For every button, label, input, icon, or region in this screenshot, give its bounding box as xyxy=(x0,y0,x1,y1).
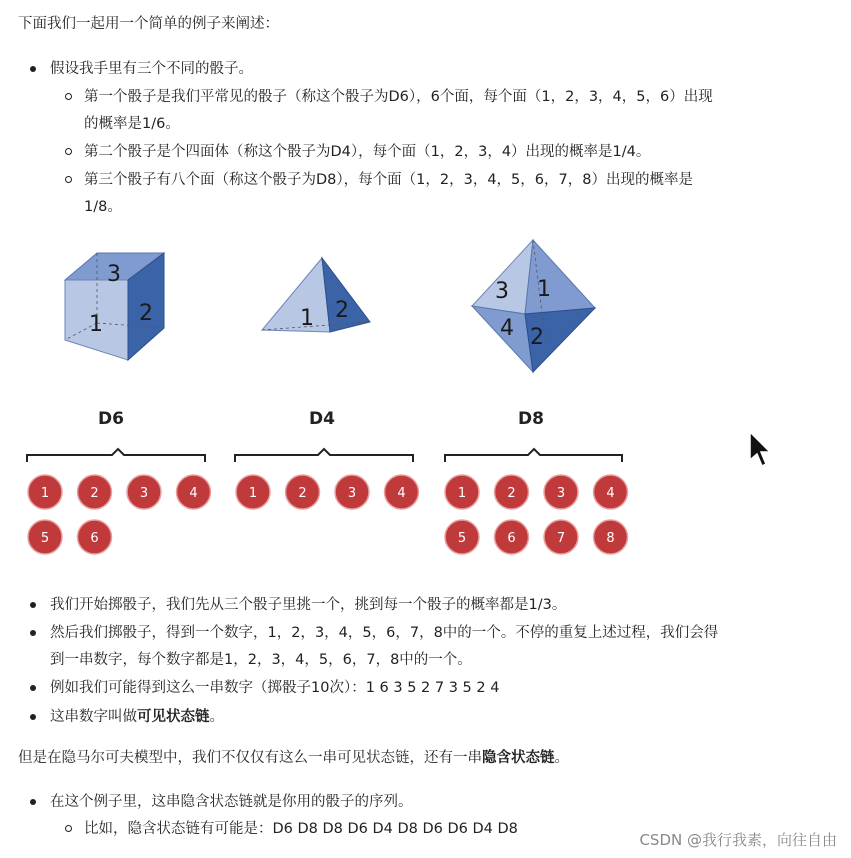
value-ball-label: 4 xyxy=(606,486,615,501)
value-ball-label: 3 xyxy=(347,486,357,501)
value-ball xyxy=(286,475,320,509)
value-ball xyxy=(445,475,479,509)
d8-brace xyxy=(445,449,622,462)
value-ball xyxy=(78,520,112,554)
value-ball xyxy=(236,475,270,509)
value-ball-label: 2 xyxy=(298,486,307,501)
csdn-watermark: CSDN @我行我素，向往自由 xyxy=(639,831,837,849)
value-balls xyxy=(28,475,628,554)
value-ball xyxy=(127,475,161,509)
d6-face-side: 2 xyxy=(139,301,153,326)
d4-brace xyxy=(235,449,413,462)
sub-item-line: 第三个骰子有八个面（称这个骰子为D8），每个面（1，2，3，4，5，6，7，8）出现的概率是 xyxy=(84,172,693,188)
d6-label: D6 xyxy=(98,409,124,429)
value-ball-label: 1 xyxy=(40,486,50,501)
value-ball-label: 1 xyxy=(248,486,258,501)
mouse-cursor-icon xyxy=(748,430,772,468)
list-item xyxy=(50,620,718,674)
value-ball xyxy=(335,475,369,509)
sub-item: 比如，隐含状态链有可能是：D6 D8 D8 D6 D4 D8 D6 D6 D4 D8 xyxy=(84,816,809,843)
hmm-paragraph xyxy=(18,746,569,770)
sub-item-line: 1/8。 xyxy=(84,199,122,215)
list-item-line: 然后我们掷骰子，得到一个数字，1，2，3，4，5，6，7，8中的一个。不停的重复上述过程，我们会得 xyxy=(50,625,719,641)
list-item-line: 到一串数字，每个数字都是1，2，3，4，5，6，7，8中的一个。 xyxy=(50,652,472,668)
value-ball-label: 2 xyxy=(90,486,99,501)
value-ball-label: 2 xyxy=(507,486,516,501)
value-ball xyxy=(177,475,211,509)
bold-term: 隐含状态链 xyxy=(482,750,555,766)
value-ball-label: 1 xyxy=(457,486,467,501)
dice-figure xyxy=(0,228,851,568)
intro-text: 下面我们一起用一个简单的例子来阐述： xyxy=(18,16,279,32)
value-ball xyxy=(385,475,419,509)
d8-octahedron-icon xyxy=(472,240,595,372)
value-ball xyxy=(28,520,62,554)
d4-face-side: 2 xyxy=(335,298,349,323)
value-ball xyxy=(544,475,578,509)
value-ball xyxy=(445,520,479,554)
value-ball-label: 4 xyxy=(189,486,198,501)
sub-item-d8 xyxy=(84,167,809,221)
value-ball xyxy=(594,520,628,554)
d8-face-2: 2 xyxy=(530,325,544,350)
list-item-tail: 。 xyxy=(209,709,224,725)
list-item: 例如我们可能得到这么一串数字（掷骰子10次）：1 6 3 5 2 7 3 5 2 4 xyxy=(50,675,499,702)
d8-face-4: 4 xyxy=(500,316,514,341)
value-ball xyxy=(28,475,62,509)
list-item: 假设我手里有三个不同的骰子。 xyxy=(50,56,253,83)
value-ball-label: 5 xyxy=(40,531,50,546)
list-item-text: 这串数字叫做 xyxy=(50,709,137,725)
list-item: 在这个例子里，这串隐含状态链就是你用的骰子的序列。 xyxy=(50,789,413,816)
value-ball xyxy=(78,475,112,509)
value-ball-label: 7 xyxy=(556,531,566,546)
value-ball xyxy=(544,520,578,554)
value-ball-label: 3 xyxy=(556,486,566,501)
d4-label: D4 xyxy=(309,409,335,429)
sub-item-line: 的概率是1/6。 xyxy=(84,116,180,132)
value-ball xyxy=(594,475,628,509)
value-ball-label: 6 xyxy=(90,531,99,546)
sub-item-d6 xyxy=(84,84,809,138)
value-ball xyxy=(495,520,529,554)
value-ball xyxy=(495,475,529,509)
list-item: 我们开始掷骰子，我们先从三个骰子里挑一个，挑到每一个骰子的概率都是1/3。 xyxy=(50,592,566,619)
bold-term: 可见状态链 xyxy=(137,709,210,725)
value-ball-label: 8 xyxy=(606,531,615,546)
sub-item-line: 第一个骰子是我们平常见的骰子（称这个骰子为D6），6个面，每个面（1，2，3，4，5，6）出现 xyxy=(84,89,713,105)
d8-face-1: 1 xyxy=(537,277,551,302)
value-ball-label: 4 xyxy=(397,486,406,501)
sub-item-d4: 第二个骰子是个四面体（称这个骰子为D4），每个面（1，2，3，4）出现的概率是1/4。 xyxy=(84,139,809,166)
d4-face-front: 1 xyxy=(300,306,314,331)
list-item xyxy=(50,704,224,731)
d8-face-3: 3 xyxy=(495,279,509,304)
value-ball-label: 5 xyxy=(457,531,467,546)
d8-label: D8 xyxy=(518,409,544,429)
d6-cube-icon xyxy=(65,253,164,360)
d4-tetrahedron-icon xyxy=(262,258,370,332)
d6-brace xyxy=(27,449,205,462)
d6-face-front: 1 xyxy=(89,312,103,337)
d6-face-top: 3 xyxy=(107,262,121,287)
paragraph-text: 但是在隐马尔可夫模型中，我们不仅仅有这么一串可见状态链，还有一串 xyxy=(18,750,482,766)
value-ball-label: 3 xyxy=(139,486,149,501)
value-ball-label: 6 xyxy=(507,531,516,546)
paragraph-tail: 。 xyxy=(554,750,569,766)
